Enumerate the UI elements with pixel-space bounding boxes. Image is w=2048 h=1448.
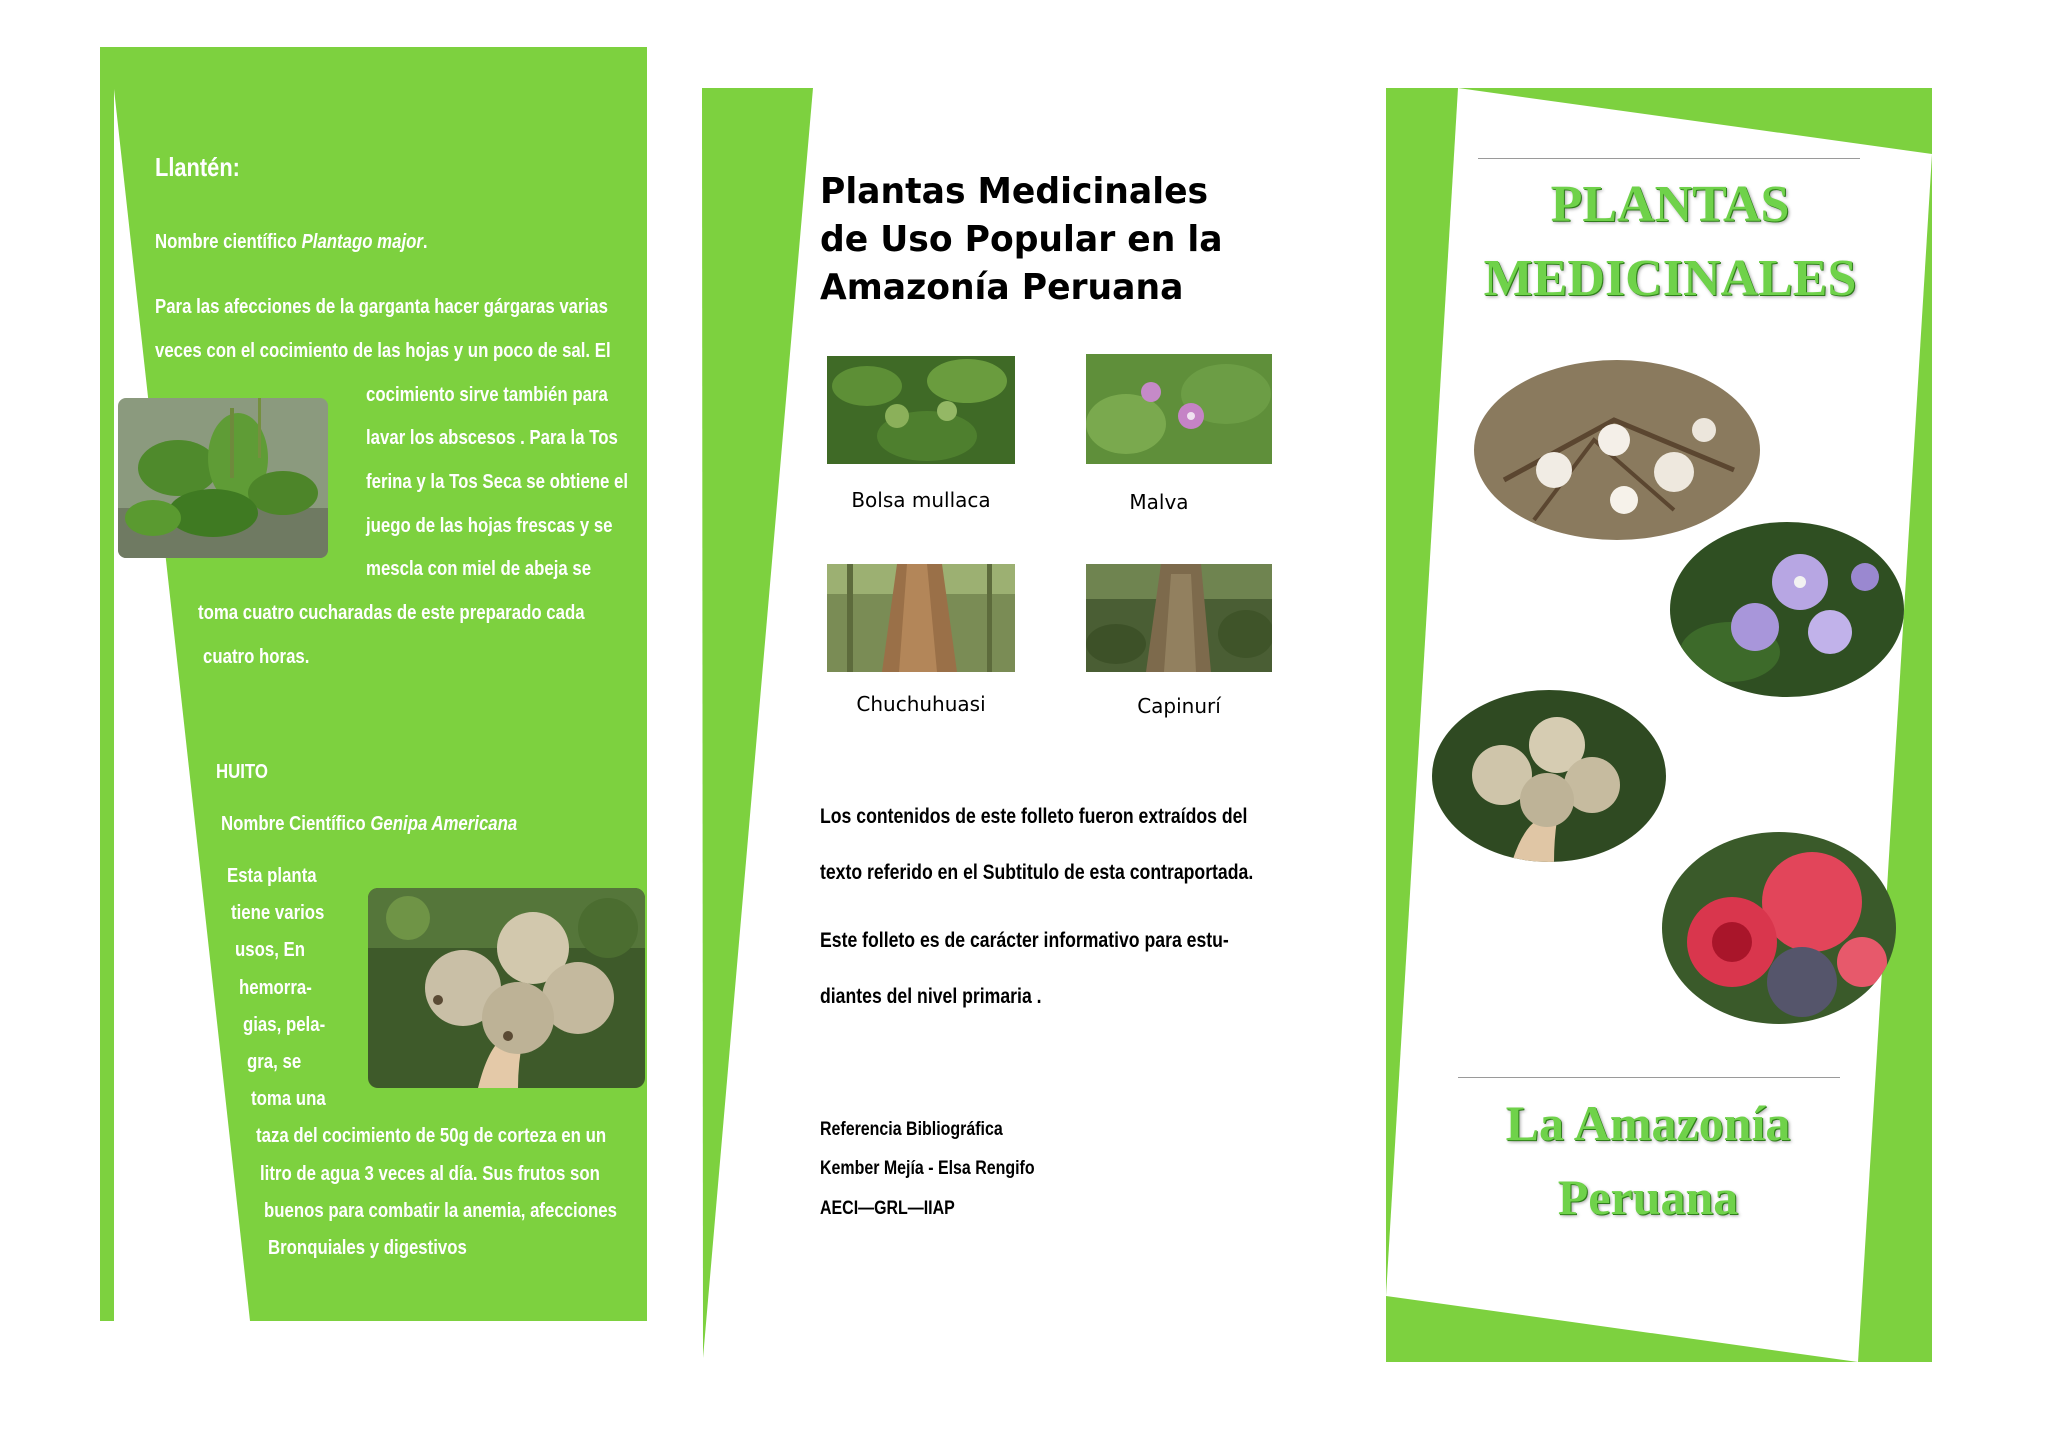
info-line: diantes del nivel primaria . (820, 985, 1042, 1008)
middle-title-line: Amazonía Peruana (820, 267, 1184, 308)
chuchuhuasi-caption: Chuchuhuasi (856, 692, 986, 716)
cotton-oval-photo (1474, 360, 1760, 540)
malva-photo (1086, 354, 1272, 464)
achiote-oval-photo (1662, 832, 1896, 1024)
middle-title-line: Plantas Medicinales (820, 171, 1209, 212)
reference-line: Referencia Bibliográfica (820, 1119, 1003, 1140)
llanten-text-line: ferina y la Tos Seca se obtiene el (366, 471, 629, 493)
huito-text-line: buenos para combatir la anemia, afecciones (264, 1200, 617, 1222)
huito-text-line: tiene varios (231, 902, 325, 924)
huito-text-line: hemorra- (239, 977, 312, 999)
llanten-text-line: mescla con miel de abeja se (366, 558, 592, 580)
reference-line: Kember Mejía - Elsa Rengifo (820, 1158, 1035, 1179)
huito-sci-prefix: Nombre Científico (221, 813, 371, 835)
right-title-line: MEDICINALES (1483, 250, 1857, 307)
huito-text-line: gias, pela- (243, 1014, 326, 1036)
right-subtitle-line: Peruana (1557, 1169, 1739, 1225)
llanten-text-line: Para las afecciones de la garganta hacer gárgaras varias (155, 296, 608, 318)
huito-heading: HUITO (216, 761, 268, 783)
huito-scientific-name (221, 812, 517, 836)
right-title (1440, 168, 1900, 316)
llanten-text-line: lavar los abscesos . Para la Tos (366, 427, 618, 449)
chuchuhuasi-photo (827, 564, 1015, 672)
purple-flowers-oval-photo (1670, 522, 1904, 697)
info-line: Este folleto es de carácter informativo para estu- (820, 929, 1229, 952)
llanten-text-line: cuatro horas. (203, 646, 310, 668)
bolsa-mullaca-photo (827, 356, 1015, 464)
huito-photo (368, 888, 645, 1088)
right-title-line: PLANTAS (1550, 176, 1790, 233)
info-line: texto referido en el Subtitulo de esta contraportada. (820, 861, 1254, 884)
info-line: Los contenidos de este folleto fueron extraídos del (820, 805, 1248, 828)
llanten-sci-prefix: Nombre científico (155, 231, 302, 253)
reference-line: AECI—GRL—IIAP (820, 1198, 955, 1219)
right-subtitle (1418, 1086, 1878, 1234)
bolsa-mullaca-caption: Bolsa mullaca (851, 488, 991, 512)
llanten-sci-suffix: . (422, 231, 428, 253)
huito-text-line: Esta planta (227, 865, 317, 887)
llanten-text-line: juego de las hojas frescas y se (366, 515, 613, 537)
malva-caption: Malva (1129, 490, 1189, 514)
middle-title-line: de Uso Popular en la (820, 219, 1223, 260)
huito-fruit-oval-photo (1432, 690, 1666, 862)
huito-sci-italic: Genipa Americana (370, 813, 518, 835)
llanten-text-line: toma cuatro cucharadas de este preparado cada (198, 602, 585, 624)
capinuri-photo (1086, 564, 1272, 672)
llanten-text-line: cocimiento sirve también para (366, 384, 608, 406)
llanten-text-line: veces con el cocimiento de las hojas y un poco de sal. El (155, 340, 611, 362)
llanten-photo (118, 398, 328, 558)
huito-text-line: gra, se (247, 1051, 302, 1073)
huito-text-line: litro de agua 3 veces al día. Sus frutos son (260, 1163, 600, 1185)
right-title-rule-top (1478, 158, 1860, 159)
llanten-sci-italic: Plantago major (301, 231, 423, 253)
capinuri-caption: Capinurí (1137, 694, 1221, 718)
llanten-heading: Llantén: (155, 152, 240, 182)
right-subtitle-line: La Amazonía (1505, 1095, 1791, 1151)
huito-text-line: usos, En (235, 939, 306, 961)
right-subtitle-rule-top (1458, 1077, 1840, 1078)
middle-title (820, 168, 1223, 312)
huito-text-line: Bronquiales y digestivos (268, 1237, 467, 1259)
huito-text-line: toma una (251, 1088, 326, 1110)
huito-text-line: taza del cocimiento de 50g de corteza en un (256, 1125, 607, 1147)
llanten-scientific-name (155, 230, 428, 254)
middle-panel-decoration (700, 88, 815, 1358)
